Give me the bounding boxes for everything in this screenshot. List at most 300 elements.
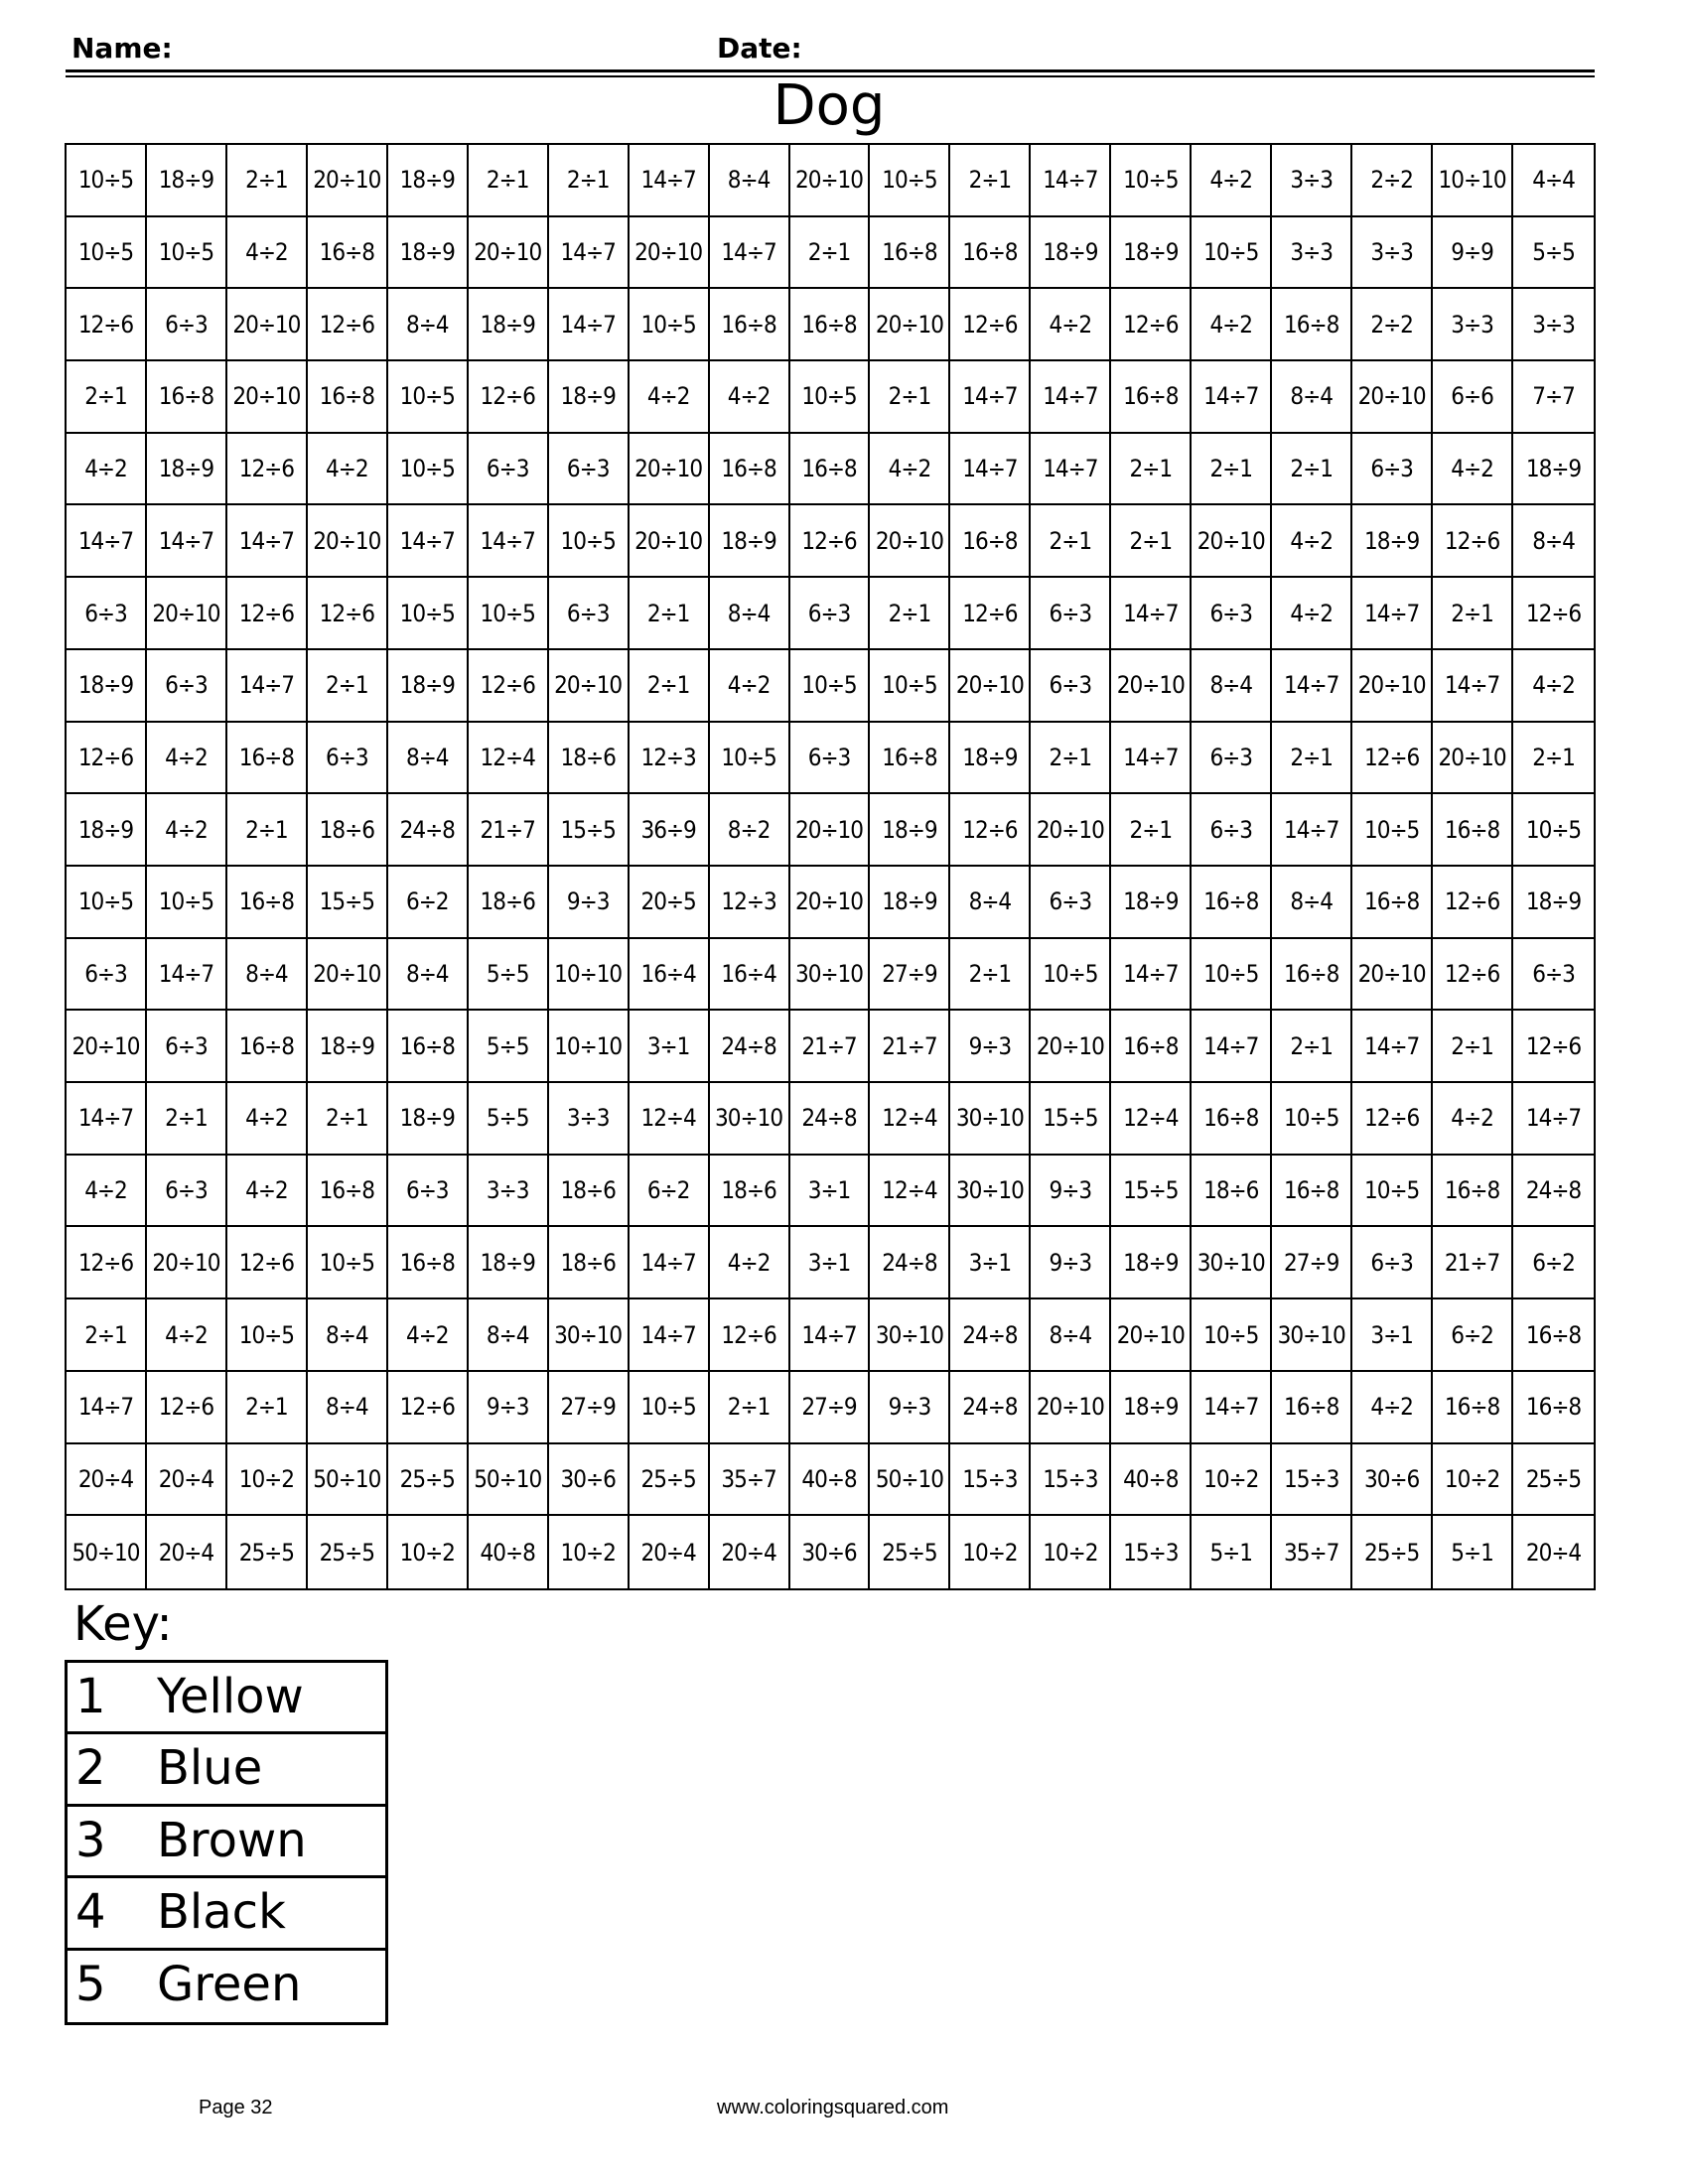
grid-cell: 6÷3 bbox=[67, 578, 147, 650]
grid-cell: 20÷10 bbox=[950, 650, 1031, 723]
grid-cell: 30÷10 bbox=[549, 1299, 630, 1372]
grid-cell: 2÷1 bbox=[147, 1083, 227, 1156]
grid-cell: 16÷8 bbox=[1111, 1011, 1192, 1083]
grid-cell: 14÷7 bbox=[1031, 434, 1111, 506]
grid-cell: 2÷1 bbox=[1433, 1011, 1513, 1083]
grid-cell: 8÷4 bbox=[308, 1299, 388, 1372]
grid-cell: 4÷2 bbox=[1352, 1372, 1433, 1444]
grid-cell: 16÷8 bbox=[1272, 1372, 1352, 1444]
grid-cell: 20÷10 bbox=[1031, 1372, 1111, 1444]
grid-cell: 2÷1 bbox=[549, 145, 630, 217]
grid-cell: 18÷9 bbox=[870, 867, 950, 939]
grid-cell: 16÷8 bbox=[1192, 867, 1272, 939]
grid-cell: 12÷3 bbox=[630, 723, 710, 795]
grid-cell: 16÷8 bbox=[950, 217, 1031, 290]
grid-cell: 12÷6 bbox=[227, 578, 308, 650]
grid-cell: 4÷2 bbox=[710, 650, 790, 723]
grid-cell: 6÷3 bbox=[549, 578, 630, 650]
page-number: Page 32 bbox=[199, 2097, 273, 2118]
grid-cell: 10÷5 bbox=[790, 650, 871, 723]
grid-cell: 14÷7 bbox=[630, 1299, 710, 1372]
grid-cell: 14÷7 bbox=[950, 361, 1031, 434]
grid-cell: 9÷3 bbox=[950, 1011, 1031, 1083]
grid-cell: 2÷1 bbox=[1272, 434, 1352, 506]
grid-cell: 15÷3 bbox=[1272, 1444, 1352, 1517]
grid-cell: 4÷2 bbox=[710, 1227, 790, 1299]
grid-cell: 6÷3 bbox=[1031, 578, 1111, 650]
key-row bbox=[68, 1951, 385, 2022]
grid-cell: 3÷3 bbox=[1272, 217, 1352, 290]
grid-cell: 2÷1 bbox=[630, 578, 710, 650]
grid-cell: 16÷8 bbox=[308, 1156, 388, 1228]
key-number: 4 bbox=[75, 1884, 106, 1941]
grid-cell: 20÷10 bbox=[1111, 650, 1192, 723]
grid-cell: 5÷5 bbox=[1513, 217, 1594, 290]
grid-cell: 30÷10 bbox=[950, 1083, 1031, 1156]
grid-cell: 2÷1 bbox=[1433, 578, 1513, 650]
grid-cell: 10÷10 bbox=[549, 1011, 630, 1083]
grid-cell: 2÷1 bbox=[227, 145, 308, 217]
grid-cell: 30÷10 bbox=[1192, 1227, 1272, 1299]
grid-cell: 7÷7 bbox=[1513, 361, 1594, 434]
grid-cell: 5÷5 bbox=[469, 939, 549, 1012]
grid-cell: 10÷5 bbox=[67, 145, 147, 217]
grid-cell: 8÷4 bbox=[950, 867, 1031, 939]
grid-cell: 3÷3 bbox=[1352, 217, 1433, 290]
grid-cell: 4÷2 bbox=[1192, 145, 1272, 217]
grid-cell: 18÷9 bbox=[67, 650, 147, 723]
grid-cell: 16÷8 bbox=[790, 434, 871, 506]
grid-cell: 20÷10 bbox=[630, 505, 710, 578]
grid-cell: 14÷7 bbox=[1192, 1011, 1272, 1083]
grid-cell: 2÷1 bbox=[950, 939, 1031, 1012]
grid-cell: 4÷2 bbox=[67, 434, 147, 506]
grid-cell: 25÷5 bbox=[630, 1444, 710, 1517]
grid-cell: 3÷3 bbox=[1513, 289, 1594, 361]
grid-cell: 14÷7 bbox=[1352, 578, 1433, 650]
grid-cell: 18÷9 bbox=[950, 723, 1031, 795]
grid-cell: 10÷2 bbox=[549, 1516, 630, 1588]
grid-cell: 25÷5 bbox=[1352, 1516, 1433, 1588]
grid-cell: 8÷4 bbox=[1272, 867, 1352, 939]
grid-cell: 10÷5 bbox=[1111, 145, 1192, 217]
grid-cell: 25÷5 bbox=[870, 1516, 950, 1588]
grid-cell: 6÷3 bbox=[1192, 578, 1272, 650]
grid-cell: 10÷5 bbox=[147, 217, 227, 290]
grid-cell: 10÷2 bbox=[950, 1516, 1031, 1588]
grid-cell: 18÷9 bbox=[710, 505, 790, 578]
grid-cell: 12÷6 bbox=[1352, 723, 1433, 795]
grid-cell: 18÷9 bbox=[147, 145, 227, 217]
grid-cell: 4÷2 bbox=[1433, 1083, 1513, 1156]
grid-cell: 27÷9 bbox=[549, 1372, 630, 1444]
grid-cell: 24÷8 bbox=[388, 794, 469, 867]
grid-cell: 16÷8 bbox=[147, 361, 227, 434]
grid-cell: 4÷2 bbox=[388, 1299, 469, 1372]
grid-cell: 6÷3 bbox=[147, 1011, 227, 1083]
grid-cell: 12÷6 bbox=[1352, 1083, 1433, 1156]
grid-cell: 14÷7 bbox=[1111, 939, 1192, 1012]
grid-cell: 3÷3 bbox=[1433, 289, 1513, 361]
grid-cell: 6÷2 bbox=[388, 867, 469, 939]
color-key-table bbox=[65, 1660, 388, 2025]
grid-cell: 16÷8 bbox=[388, 1227, 469, 1299]
grid-cell: 14÷7 bbox=[1272, 794, 1352, 867]
grid-cell: 20÷5 bbox=[630, 867, 710, 939]
grid-cell: 20÷10 bbox=[308, 145, 388, 217]
grid-cell: 12÷6 bbox=[67, 1227, 147, 1299]
grid-cell: 40÷8 bbox=[1111, 1444, 1192, 1517]
grid-cell: 6÷2 bbox=[630, 1156, 710, 1228]
grid-cell: 16÷4 bbox=[630, 939, 710, 1012]
grid-cell: 12÷6 bbox=[1433, 505, 1513, 578]
grid-cell: 15÷3 bbox=[1111, 1516, 1192, 1588]
grid-cell: 40÷8 bbox=[790, 1444, 871, 1517]
grid-cell: 18÷6 bbox=[710, 1156, 790, 1228]
grid-cell: 6÷3 bbox=[1352, 1227, 1433, 1299]
grid-cell: 12÷6 bbox=[308, 578, 388, 650]
grid-cell: 35÷7 bbox=[1272, 1516, 1352, 1588]
grid-cell: 16÷8 bbox=[710, 289, 790, 361]
grid-cell: 10÷5 bbox=[870, 650, 950, 723]
grid-cell: 8÷4 bbox=[227, 939, 308, 1012]
grid-cell: 20÷10 bbox=[790, 145, 871, 217]
grid-cell: 16÷8 bbox=[1111, 361, 1192, 434]
grid-cell: 3÷1 bbox=[630, 1011, 710, 1083]
grid-cell: 8÷4 bbox=[388, 939, 469, 1012]
grid-cell: 18÷9 bbox=[870, 794, 950, 867]
grid-cell: 2÷1 bbox=[308, 650, 388, 723]
grid-cell: 10÷5 bbox=[469, 578, 549, 650]
grid-cell: 8÷2 bbox=[710, 794, 790, 867]
grid-cell: 12÷6 bbox=[710, 1299, 790, 1372]
puzzle-grid bbox=[65, 143, 1596, 1590]
grid-cell: 10÷5 bbox=[1031, 939, 1111, 1012]
grid-cell: 6÷3 bbox=[1031, 867, 1111, 939]
grid-cell: 27÷9 bbox=[790, 1372, 871, 1444]
grid-cell: 15÷5 bbox=[549, 794, 630, 867]
grid-cell: 18÷9 bbox=[1111, 1227, 1192, 1299]
grid-cell: 6÷3 bbox=[147, 289, 227, 361]
grid-cell: 4÷2 bbox=[710, 361, 790, 434]
grid-cell: 15÷5 bbox=[1031, 1083, 1111, 1156]
grid-cell: 24÷8 bbox=[870, 1227, 950, 1299]
grid-cell: 6÷3 bbox=[790, 723, 871, 795]
grid-cell: 10÷10 bbox=[549, 939, 630, 1012]
grid-cell: 5÷5 bbox=[469, 1011, 549, 1083]
grid-cell: 16÷8 bbox=[1433, 794, 1513, 867]
grid-cell: 4÷2 bbox=[227, 1083, 308, 1156]
grid-cell: 18÷6 bbox=[549, 723, 630, 795]
grid-cell: 2÷1 bbox=[870, 578, 950, 650]
grid-cell: 10÷5 bbox=[388, 434, 469, 506]
grid-cell: 2÷1 bbox=[227, 1372, 308, 1444]
grid-cell: 6÷2 bbox=[1433, 1299, 1513, 1372]
grid-cell: 3÷3 bbox=[1272, 145, 1352, 217]
grid-cell: 12÷6 bbox=[67, 723, 147, 795]
grid-cell: 12÷6 bbox=[469, 361, 549, 434]
grid-cell: 40÷8 bbox=[469, 1516, 549, 1588]
grid-cell: 6÷6 bbox=[1433, 361, 1513, 434]
grid-cell: 4÷2 bbox=[227, 217, 308, 290]
grid-cell: 20÷10 bbox=[227, 289, 308, 361]
grid-cell: 2÷1 bbox=[67, 361, 147, 434]
footer-url: www.coloringsquared.com bbox=[717, 2097, 949, 2118]
grid-cell: 14÷7 bbox=[67, 505, 147, 578]
grid-cell: 30÷10 bbox=[1272, 1299, 1352, 1372]
grid-cell: 8÷4 bbox=[1031, 1299, 1111, 1372]
grid-cell: 6÷3 bbox=[67, 939, 147, 1012]
grid-cell: 24÷8 bbox=[950, 1299, 1031, 1372]
grid-cell: 18÷9 bbox=[469, 1227, 549, 1299]
grid-cell: 10÷2 bbox=[1192, 1444, 1272, 1517]
grid-cell: 9÷9 bbox=[1433, 217, 1513, 290]
grid-cell: 4÷2 bbox=[1433, 434, 1513, 506]
grid-cell: 18÷6 bbox=[549, 1227, 630, 1299]
grid-cell: 21÷7 bbox=[1433, 1227, 1513, 1299]
grid-cell: 10÷5 bbox=[1513, 794, 1594, 867]
grid-cell: 10÷5 bbox=[308, 1227, 388, 1299]
grid-cell: 30÷10 bbox=[710, 1083, 790, 1156]
key-title: Key: bbox=[73, 1596, 173, 1652]
key-number: 5 bbox=[75, 1956, 106, 2012]
grid-cell: 2÷1 bbox=[1272, 1011, 1352, 1083]
grid-cell: 12÷6 bbox=[950, 289, 1031, 361]
grid-cell: 10÷5 bbox=[630, 1372, 710, 1444]
grid-cell: 8÷4 bbox=[308, 1372, 388, 1444]
grid-cell: 14÷7 bbox=[1192, 1372, 1272, 1444]
grid-cell: 6÷3 bbox=[1352, 434, 1433, 506]
grid-cell: 21÷7 bbox=[870, 1011, 950, 1083]
grid-cell: 8÷4 bbox=[388, 289, 469, 361]
key-row bbox=[68, 1734, 385, 1806]
grid-cell: 16÷8 bbox=[950, 505, 1031, 578]
grid-cell: 12÷6 bbox=[1433, 939, 1513, 1012]
grid-cell: 12÷6 bbox=[950, 794, 1031, 867]
grid-cell: 14÷7 bbox=[147, 505, 227, 578]
grid-cell: 2÷1 bbox=[1111, 434, 1192, 506]
grid-cell: 20÷10 bbox=[1352, 361, 1433, 434]
grid-cell: 18÷6 bbox=[469, 867, 549, 939]
grid-cell: 18÷9 bbox=[147, 434, 227, 506]
grid-cell: 21÷7 bbox=[469, 794, 549, 867]
grid-cell: 14÷7 bbox=[1272, 650, 1352, 723]
grid-cell: 2÷1 bbox=[1111, 794, 1192, 867]
grid-cell: 8÷4 bbox=[388, 723, 469, 795]
key-row bbox=[68, 1807, 385, 1878]
grid-cell: 2÷1 bbox=[950, 145, 1031, 217]
grid-cell: 20÷10 bbox=[469, 217, 549, 290]
grid-cell: 2÷1 bbox=[1031, 723, 1111, 795]
grid-cell: 3÷3 bbox=[469, 1156, 549, 1228]
grid-cell: 20÷10 bbox=[630, 217, 710, 290]
grid-cell: 20÷10 bbox=[630, 434, 710, 506]
grid-cell: 18÷9 bbox=[388, 145, 469, 217]
grid-cell: 18÷6 bbox=[1192, 1156, 1272, 1228]
grid-cell: 4÷2 bbox=[630, 361, 710, 434]
grid-cell: 2÷1 bbox=[308, 1083, 388, 1156]
grid-cell: 10÷2 bbox=[1433, 1444, 1513, 1517]
grid-cell: 18÷9 bbox=[1513, 867, 1594, 939]
grid-cell: 6÷3 bbox=[469, 434, 549, 506]
grid-cell: 27÷9 bbox=[870, 939, 950, 1012]
grid-cell: 12÷6 bbox=[147, 1372, 227, 1444]
grid-cell: 10÷5 bbox=[1192, 1299, 1272, 1372]
grid-cell: 25÷5 bbox=[227, 1516, 308, 1588]
grid-cell: 50÷10 bbox=[67, 1516, 147, 1588]
grid-cell: 4÷2 bbox=[1031, 289, 1111, 361]
grid-cell: 10÷5 bbox=[870, 145, 950, 217]
grid-cell: 16÷8 bbox=[1352, 867, 1433, 939]
grid-cell: 18÷9 bbox=[388, 1083, 469, 1156]
grid-cell: 9÷3 bbox=[549, 867, 630, 939]
grid-cell: 18÷9 bbox=[1111, 867, 1192, 939]
grid-cell: 10÷5 bbox=[1352, 1156, 1433, 1228]
grid-cell: 20÷10 bbox=[870, 289, 950, 361]
grid-cell: 14÷7 bbox=[630, 1227, 710, 1299]
grid-cell: 6÷3 bbox=[549, 434, 630, 506]
grid-cell: 12÷6 bbox=[950, 578, 1031, 650]
grid-cell: 25÷5 bbox=[388, 1444, 469, 1517]
header-row bbox=[71, 32, 1591, 68]
grid-cell: 6÷2 bbox=[1513, 1227, 1594, 1299]
grid-cell: 3÷1 bbox=[950, 1227, 1031, 1299]
grid-cell: 18÷9 bbox=[67, 794, 147, 867]
grid-cell: 18÷9 bbox=[308, 1011, 388, 1083]
grid-cell: 14÷7 bbox=[710, 217, 790, 290]
grid-cell: 4÷2 bbox=[147, 794, 227, 867]
grid-cell: 12÷6 bbox=[388, 1372, 469, 1444]
grid-cell: 14÷7 bbox=[1111, 723, 1192, 795]
grid-cell: 4÷2 bbox=[67, 1156, 147, 1228]
grid-cell: 14÷7 bbox=[1111, 578, 1192, 650]
grid-cell: 16÷4 bbox=[710, 939, 790, 1012]
key-color-name: Black bbox=[157, 1884, 286, 1941]
grid-cell: 18÷9 bbox=[1513, 434, 1594, 506]
grid-cell: 14÷7 bbox=[1433, 650, 1513, 723]
grid-cell: 4÷2 bbox=[1272, 578, 1352, 650]
grid-cell: 2÷1 bbox=[1031, 505, 1111, 578]
grid-cell: 20÷4 bbox=[1525, 1538, 1582, 1567]
grid-cell: 6÷3 bbox=[1513, 939, 1594, 1012]
grid-cell: 30÷6 bbox=[549, 1444, 630, 1517]
grid-cell: 16÷8 bbox=[227, 723, 308, 795]
grid-cell: 2÷2 bbox=[1352, 289, 1433, 361]
grid-cell: 12÷6 bbox=[1433, 867, 1513, 939]
grid-cell: 12÷6 bbox=[308, 289, 388, 361]
grid-cell: 24÷8 bbox=[1513, 1156, 1594, 1228]
grid-cell: 30÷10 bbox=[870, 1299, 950, 1372]
grid-cell: 14÷7 bbox=[950, 434, 1031, 506]
grid-cell: 30÷6 bbox=[1352, 1444, 1433, 1517]
grid-cell: 16÷8 bbox=[227, 1011, 308, 1083]
grid-cell: 12÷6 bbox=[1513, 1011, 1594, 1083]
grid-cell: 14÷7 bbox=[1192, 361, 1272, 434]
grid-cell: 14÷7 bbox=[1513, 1083, 1594, 1156]
key-row bbox=[68, 1663, 385, 1734]
grid-cell: 10÷10 bbox=[1433, 145, 1513, 217]
grid-cell: 18÷9 bbox=[1111, 217, 1192, 290]
grid-cell: 20÷10 bbox=[1352, 650, 1433, 723]
grid-cell: 20÷10 bbox=[1192, 505, 1272, 578]
grid-cell: 24÷8 bbox=[710, 1011, 790, 1083]
grid-cell: 2÷2 bbox=[1352, 145, 1433, 217]
grid-cell: 2÷1 bbox=[1192, 434, 1272, 506]
grid-cell: 12÷4 bbox=[870, 1156, 950, 1228]
grid-cell: 14÷7 bbox=[549, 289, 630, 361]
header-rule-top bbox=[66, 69, 1595, 72]
grid-cell: 16÷8 bbox=[710, 434, 790, 506]
grid-cell: 10÷5 bbox=[630, 289, 710, 361]
grid-cell: 12÷4 bbox=[870, 1083, 950, 1156]
grid-cell: 20÷10 bbox=[1433, 723, 1513, 795]
grid-cell: 8÷4 bbox=[469, 1299, 549, 1372]
grid-cell: 12÷4 bbox=[1111, 1083, 1192, 1156]
grid-cell: 10÷5 bbox=[549, 505, 630, 578]
grid-cell: 30÷10 bbox=[790, 939, 871, 1012]
grid-cell: 3÷3 bbox=[549, 1083, 630, 1156]
grid-cell: 12÷3 bbox=[710, 867, 790, 939]
grid-cell: 16÷8 bbox=[1433, 1156, 1513, 1228]
grid-cell: 14÷7 bbox=[790, 1299, 871, 1372]
grid-cell: 30÷6 bbox=[790, 1516, 871, 1588]
grid-cell: 16÷8 bbox=[1433, 1372, 1513, 1444]
key-row bbox=[68, 1878, 385, 1950]
grid-cell: 14÷7 bbox=[147, 939, 227, 1012]
grid-cell: 2÷1 bbox=[1111, 505, 1192, 578]
grid-cell: 2÷1 bbox=[790, 217, 871, 290]
grid-cell: 9÷3 bbox=[1031, 1227, 1111, 1299]
grid-cell: 12÷6 bbox=[790, 505, 871, 578]
grid-cell: 4÷2 bbox=[147, 723, 227, 795]
grid-cell: 10÷5 bbox=[67, 867, 147, 939]
grid-cell: 24÷8 bbox=[950, 1372, 1031, 1444]
grid-cell: 10÷2 bbox=[388, 1516, 469, 1588]
grid-cell: 2÷1 bbox=[227, 794, 308, 867]
grid-cell: 10÷5 bbox=[388, 578, 469, 650]
grid-cell: 12÷6 bbox=[67, 289, 147, 361]
grid-cell: 15÷5 bbox=[1111, 1156, 1192, 1228]
grid-cell: 18÷9 bbox=[1111, 1372, 1192, 1444]
grid-cell: 2÷1 bbox=[67, 1299, 147, 1372]
grid-cell: 18÷6 bbox=[308, 794, 388, 867]
grid-cell: 4÷2 bbox=[308, 434, 388, 506]
grid-cell: 20÷10 bbox=[308, 939, 388, 1012]
grid-cell: 10÷5 bbox=[1272, 1083, 1352, 1156]
grid-cell: 20÷10 bbox=[67, 1011, 147, 1083]
grid-cell: 8÷4 bbox=[1192, 650, 1272, 723]
grid-cell: 6÷3 bbox=[1192, 723, 1272, 795]
grid-cell: 20÷4 bbox=[710, 1516, 790, 1588]
grid-cell: 20÷10 bbox=[790, 867, 871, 939]
grid-cell: 12÷6 bbox=[227, 434, 308, 506]
grid-cell: 12÷4 bbox=[630, 1083, 710, 1156]
grid-cell: 20÷10 bbox=[147, 1227, 227, 1299]
grid-cell: 20÷10 bbox=[1031, 794, 1111, 867]
grid-cell: 16÷8 bbox=[1513, 1372, 1594, 1444]
grid-cell: 30÷10 bbox=[950, 1156, 1031, 1228]
grid-cell: 16÷8 bbox=[1513, 1299, 1594, 1372]
grid-cell: 5÷1 bbox=[1192, 1516, 1272, 1588]
grid-cell: 2÷1 bbox=[1513, 723, 1594, 795]
grid-cell: 5÷5 bbox=[469, 1083, 549, 1156]
grid-cell: 20÷10 bbox=[1111, 1299, 1192, 1372]
grid-cell: 14÷7 bbox=[1352, 1011, 1433, 1083]
grid-cell: 50÷10 bbox=[308, 1444, 388, 1517]
grid-cell: 12÷6 bbox=[1513, 578, 1594, 650]
grid-cell: 8÷4 bbox=[710, 578, 790, 650]
grid-cell: 16÷8 bbox=[1192, 1083, 1272, 1156]
